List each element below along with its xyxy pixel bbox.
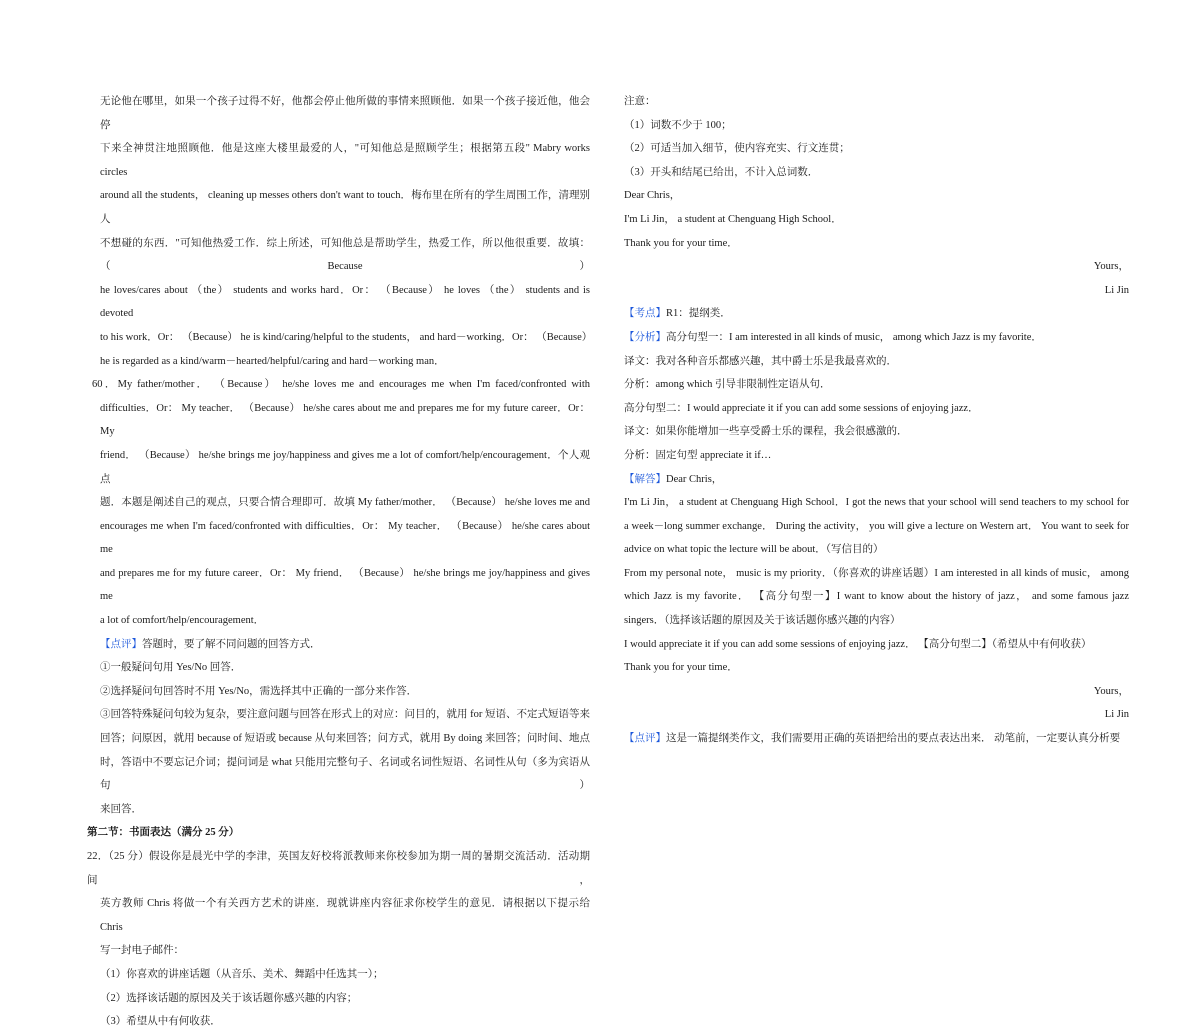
tip-line: ③回答特殊疑问句较为复杂，要注意问题与回答在形式上的对应：问目的，就用 for 短语、不定式短语等来 xyxy=(100,709,590,721)
text-line: 不想碰的东西．"可知他热爱工作．综上所述，可知他总是帮助学生，热爱工作，所以他很重要．故填：（Because） xyxy=(100,237,590,273)
text-line: 题．本题是阐述自己的观点，只要合情合理即可．故填 My father/mother． （Because） he/she loves me and xyxy=(100,497,590,509)
analysis-line: 高分句型二：I would appreciate it if you can add some sessions of enjoying jazz． xyxy=(624,402,979,414)
answer-thanks: Thank you for your time． xyxy=(624,662,738,674)
comment-tag: 【点评】 xyxy=(100,638,142,650)
answer-line: singers．（选择该话题的原因及关于该话题你感兴趣的内容） xyxy=(624,615,901,627)
text-line: to his work．Or： （Because） he is kind/caring/helpful to the students， and hard－working．Or： （Because） xyxy=(100,331,593,343)
answer-line: I would appreciate it if you can add some sessions of enjoying jazz． 【高分句型二】（希望从中有何收获） xyxy=(624,638,1092,650)
analysis-line: 分析：固定句型 appreciate it if… xyxy=(624,449,772,461)
answer-line: From my personal note， music is my priority．（你喜欢的讲座话题）I am interested in all kinds of music， among xyxy=(624,567,1129,579)
text-line: difficulties．Or： My teacher． （Because） he/she cares about me and prepares me for my future career．Or： My xyxy=(100,402,590,438)
comment-text: 答题时，要了解不同问题的回答方式． xyxy=(142,638,321,650)
email-intro: I'm Li Jin， a student at Chenguang High School． xyxy=(624,213,842,225)
text-line: 下来全神贯注地照顾他．他是这座大楼里最爱的人，"可知他总是照顾学生；根据第五段" Mabry works circles xyxy=(100,143,590,178)
analysis-line: 译文：我对各种音乐都感兴趣，其中爵士乐是我最喜欢的． xyxy=(624,355,897,367)
answer-line: I'm Li Jin， a student at Chenguang High School．I got the news that your school will send teachers to my school for xyxy=(624,497,1129,509)
analysis-line: 译文：如果你能增加一些享受爵士乐的课程，我会很感激的． xyxy=(624,426,908,438)
tip-line: 时，答语中不要忘记介词；提问词是 what 只能用完整句子、名词或名词性短语、名词性从句（多为宾语从句） xyxy=(100,756,590,792)
text-line: 写一封电子邮件： xyxy=(100,945,184,957)
list-item: （1）你喜欢的讲座话题（从音乐、美术、舞蹈中任选其一）； xyxy=(100,968,384,980)
tip-line: 回答；问原因，就用 because of 短语或 because 从句来回答；问方式，就用 By doing 来回答；问时间、地点 xyxy=(100,733,590,745)
answer-closing: Yours， xyxy=(1093,685,1129,697)
list-item: （3）希望从中有何收获． xyxy=(100,1016,221,1028)
jieda-text: Dear Chris， xyxy=(666,473,723,485)
right-column xyxy=(624,90,1129,751)
text-line: friend． （Because） he/she brings me joy/happiness and gives me a lot of comfort/help/encouragement．个人观点 xyxy=(100,449,590,485)
note-item: （1）词数不少于 100； xyxy=(624,119,732,131)
email-signature: Li Jin xyxy=(1104,284,1129,296)
kaodian-tag: 【考点】 xyxy=(624,308,666,320)
jieda-tag: 【解答】 xyxy=(624,473,666,485)
text-line: he loves/cares about （the） students and works hard．Or： （Because） he loves （the） students and is devoted xyxy=(100,284,590,320)
q22-prompt xyxy=(87,845,590,1034)
email-thanks: Thank you for your time． xyxy=(624,237,738,249)
q59-answer-explanation xyxy=(87,90,593,373)
kaodian-line xyxy=(624,302,1129,326)
note-item: （3）开头和结尾已给出，不计入总词数． xyxy=(624,166,819,178)
text-line: around all the students， cleaning up messes others don't want to touch．梅布里在所有的学生周围工作，清理别人 xyxy=(100,190,590,225)
answer-line: which Jazz is my favorite． 【高分句型一】I want to know about the history of jazz， and some famous jazz xyxy=(624,591,1129,603)
comment-line xyxy=(87,633,590,657)
answer-line: a week－long summer exchange． During the activity， you will give a lecture on Western art． You want to seek for xyxy=(624,520,1129,532)
dianping-line xyxy=(624,727,1129,751)
fenxi-tag: 【分析】 xyxy=(624,331,666,343)
tip-line: ①一般疑问句用 Yes/No 回答． xyxy=(100,662,242,674)
section-title: 第二节：书面表达（满分 25 分） xyxy=(87,827,240,839)
dianping-tag: 【点评】 xyxy=(624,733,666,745)
email-greeting: Dear Chris， xyxy=(624,190,681,202)
text-line: 22．（25 分）假设你是晨光中学的李津，英国友好校将派教师来你校参加为期一周的暑期交流活动．活动期间， xyxy=(87,851,590,886)
answer-signature: Li Jin xyxy=(1104,709,1129,721)
tip-line: ②选择疑问句回答时不用 Yes/No，需选择其中正确的一部分来作答． xyxy=(100,685,418,697)
analysis-line: 分析：among which 引导非限制性定语从句． xyxy=(624,379,831,391)
note-item: （2）可适当加入细节，使内容充实、行文连贯； xyxy=(624,143,850,155)
text-line: 无论他在哪里，如果一个孩子过得不好，他都会停止他所做的事情来照顾他．如果一个孩子接近他，他会停 xyxy=(100,96,590,131)
text-line: 英方教师 Chris 将做一个有关西方艺术的讲座．现就讲座内容征求你校学生的意见．请根据以下提示给 Chris xyxy=(100,898,590,933)
text-line: and prepares me for my future career．Or： My friend． （Because） he/she brings me joy/happiness and gives me xyxy=(100,567,590,603)
jieda-line xyxy=(624,468,1129,492)
kaodian-text: R1：提纲类． xyxy=(666,308,731,320)
dianping-text: 这是一篇提纲类作文，我们需要用正确的英语把给出的要点表达出来． 动笔前，一定要认真分析要 xyxy=(666,733,1121,745)
q60-answer xyxy=(87,373,590,633)
left-column xyxy=(87,90,593,1034)
text-line: encourages me when I'm faced/confronted with difficulties．Or： My teacher． （Because） he/she cares about me xyxy=(100,520,590,556)
email-closing: Yours， xyxy=(1093,261,1129,273)
text-line: a lot of comfort/help/encouragement． xyxy=(100,615,265,627)
text-line: he is regarded as a kind/warm－hearted/helpful/caring and hard－working man． xyxy=(100,355,445,367)
notes-title: 注意： xyxy=(624,96,656,107)
answer-line: advice on what topic the lecture will be about．（写信目的） xyxy=(624,544,884,556)
fenxi-text: 高分句型一：I am interested in all kinds of music， among which Jazz is my favorite． xyxy=(666,331,1042,343)
fenxi-line xyxy=(624,326,1129,350)
list-item: （2）选择该话题的原因及关于该话题你感兴趣的内容； xyxy=(100,992,358,1004)
tip-line: 来回答． xyxy=(100,803,142,815)
text-line: 60．My father/mother． （Because） he/she loves me and encourages me when I'm faced/confronted with xyxy=(92,379,590,391)
